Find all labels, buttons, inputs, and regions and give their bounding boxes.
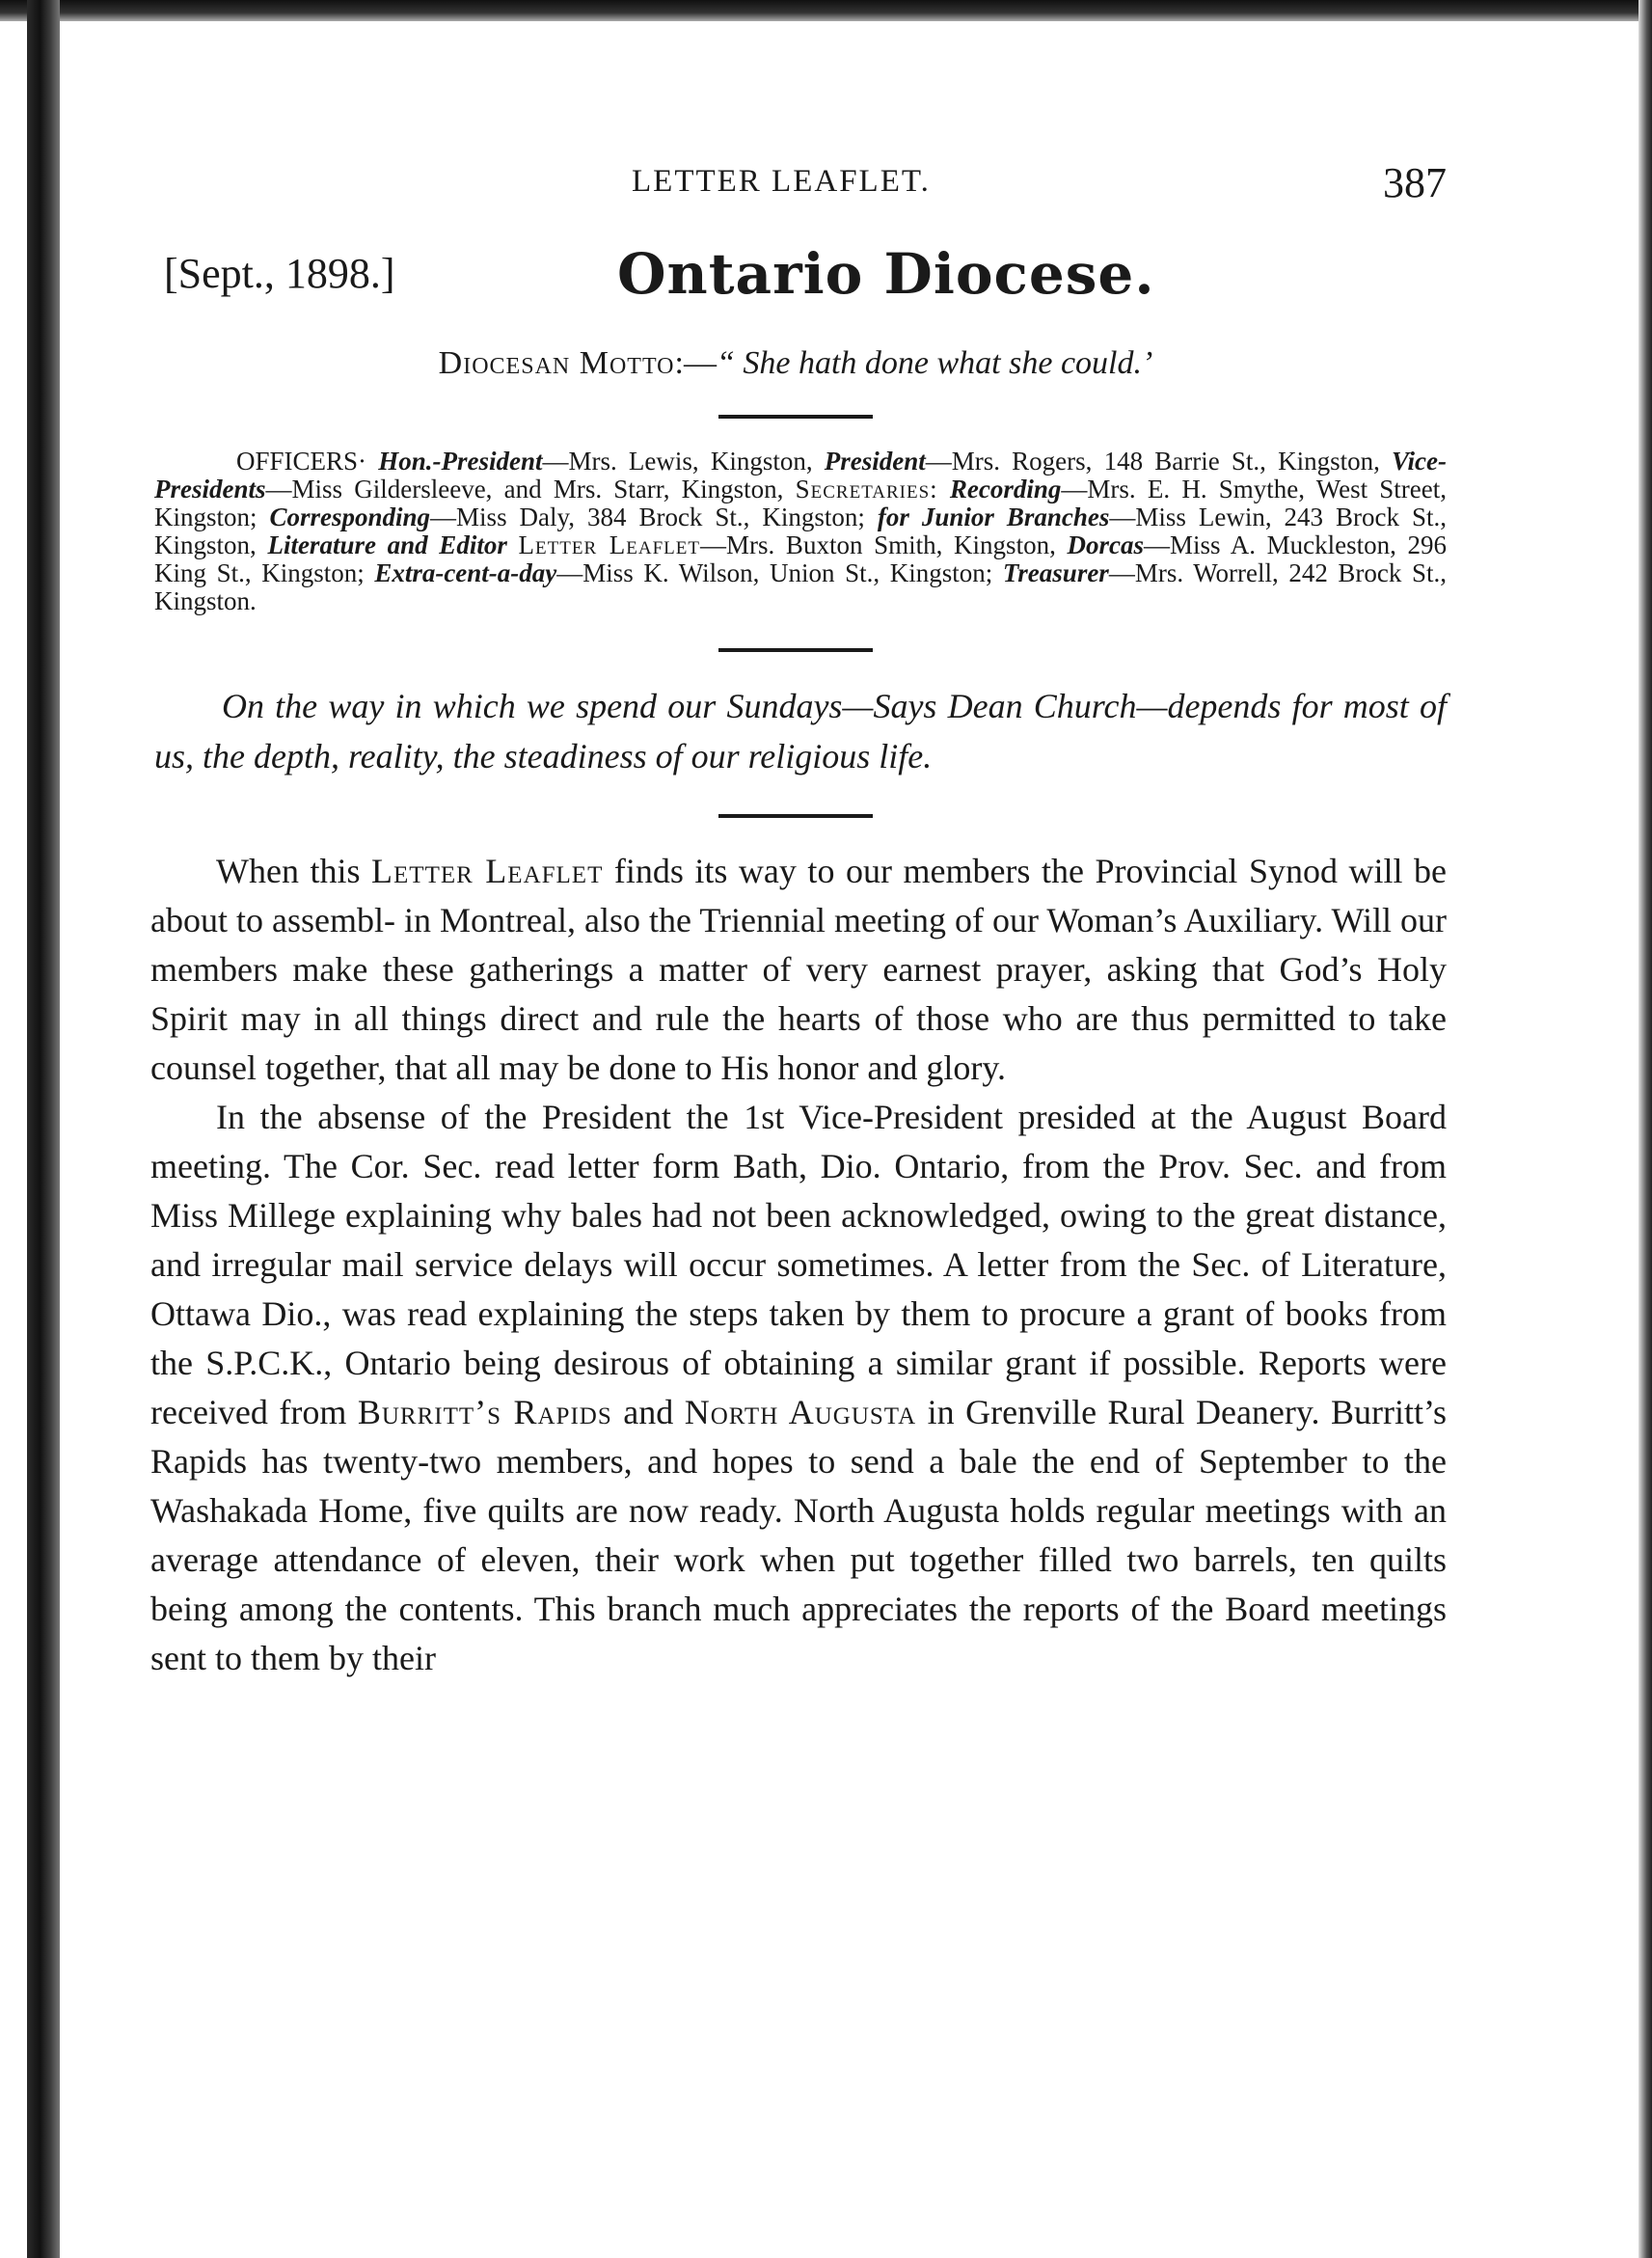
dean-church-quote: On the way in which we spend our Sundays—Says Dean Church—depends for most of us, the depth, reality, the steadiness of our religious life. bbox=[154, 687, 1447, 775]
page-number: 387 bbox=[1383, 159, 1447, 206]
officer-text: —Miss A. Muckleston, 296 King St., Kingston; bbox=[154, 530, 1448, 587]
officer-text: —Mrs. Lewis, Kingston, bbox=[542, 447, 813, 476]
officer-role: Vice-Presidents bbox=[154, 447, 1447, 503]
running-title: LETTER LEAFLET. bbox=[632, 164, 931, 199]
running-head bbox=[145, 159, 1447, 222]
place-name: North Augusta bbox=[684, 1393, 917, 1431]
diocese-title: Ontario Diocese. bbox=[617, 241, 1155, 307]
divider-rule bbox=[718, 415, 873, 419]
paragraph bbox=[150, 847, 1447, 1093]
officer-role: Hon.-President bbox=[378, 447, 543, 476]
officer-role: Literature and Editor bbox=[267, 530, 507, 559]
officers-list bbox=[145, 448, 1447, 615]
motto-text: “ She hath done what she could.’ bbox=[716, 345, 1153, 381]
paragraph bbox=[150, 1093, 1447, 1683]
officer-role: President bbox=[824, 447, 926, 476]
paragraph-text: and bbox=[623, 1393, 674, 1431]
officer-text: —Miss Daly, 384 Brock St., Kingston; bbox=[430, 503, 865, 531]
officer-role: Extra-cent-a-day bbox=[374, 558, 557, 587]
divider-rule bbox=[718, 648, 873, 652]
scan-left-border bbox=[27, 0, 60, 2258]
title-row bbox=[145, 241, 1447, 328]
letter-leaflet-label: Letter Leaflet bbox=[371, 852, 604, 890]
officer-text: —Mrs. Worrell, 242 Brock St., Kingston. bbox=[154, 558, 1448, 615]
paragraph-text: in Grenville Rural Deanery. Burritt’s Rapids has twenty-two members, and hopes to send a bale the end of September to the Washakada Home, five quilts are now ready. North Augusta holds regular meetings with an average attendance of eleven, their work when put together filled two barrels, ten quilts being among the contents. This branch much appreciates the reports of the Board meetings sent to them by their bbox=[150, 1393, 1448, 1677]
paragraph-text: finds its way to our members the Provincial Synod will be about to assembl‑ in Montreal, also the Triennial meeting of our Woman’s Auxiliary. Will our members make these gatherings a matter of very earnest prayer, asking that God’s Holy Spirit may in all things direct and rule the hearts of those who are thus permitted to take counsel together, that all may be done to His honor and glory. bbox=[150, 852, 1448, 1087]
place-name: Burritt’s Rapids bbox=[357, 1393, 612, 1431]
officer-text: —Miss K. Wilson, Union St., Kingston; bbox=[556, 558, 993, 587]
officers-heading: OFFICERS· bbox=[236, 447, 367, 476]
scan-right-border bbox=[1638, 0, 1652, 2258]
secretaries-label: Secretaries: bbox=[795, 475, 938, 503]
officer-text: —Mrs. Rogers, 148 Barrie St., Kingston, bbox=[925, 447, 1380, 476]
paragraph-text: In the absense of the President the 1st Vice-President presided at the August Board meeting. The Cor. Sec. read letter form Bath, Dio. Ontario, from the Prov. Sec. and from Miss Millege explaining why bales had not been acknowledged, owing to the great distance, and irregular mail service delays will occur sometimes. A letter from the Sec. of Literature, Ottawa Dio., was read explaining the steps taken by them to procure a grant of books from the S.P.C.K., Ontario being desirous of obtaining a similar grant if possible. Reports were received from bbox=[150, 1098, 1447, 1431]
officer-text: —Mrs. Buxton Smith, Kingston, bbox=[700, 530, 1056, 559]
officer-role: Corresponding bbox=[269, 503, 431, 531]
document-page bbox=[145, 159, 1448, 1683]
motto-label: Diocesan Motto bbox=[438, 345, 675, 381]
motto-separator: :— bbox=[674, 345, 717, 381]
paragraph-text: When this bbox=[216, 852, 361, 890]
officer-role: Treasurer bbox=[1002, 558, 1109, 587]
diocesan-motto bbox=[145, 345, 1447, 382]
body-text bbox=[145, 847, 1447, 1683]
divider-rule bbox=[718, 814, 873, 818]
officer-text: —Mrs. E. H. Smythe, West Street, Kingston; bbox=[154, 475, 1448, 531]
issue-date: [Sept., 1898.] bbox=[164, 250, 395, 297]
officer-role: Recording bbox=[949, 475, 1062, 503]
letter-leaflet-label: Letter Leaflet bbox=[518, 530, 700, 559]
officer-text: —Miss Lewin, 243 Brock St., Kingston, bbox=[154, 503, 1447, 559]
officer-role: Dorcas bbox=[1067, 530, 1145, 559]
scan-top-border bbox=[0, 0, 1652, 21]
officer-text: —Miss Gildersleeve, and Mrs. Starr, Kingston, bbox=[265, 475, 784, 503]
officer-role: for Junior Branches bbox=[877, 503, 1110, 531]
